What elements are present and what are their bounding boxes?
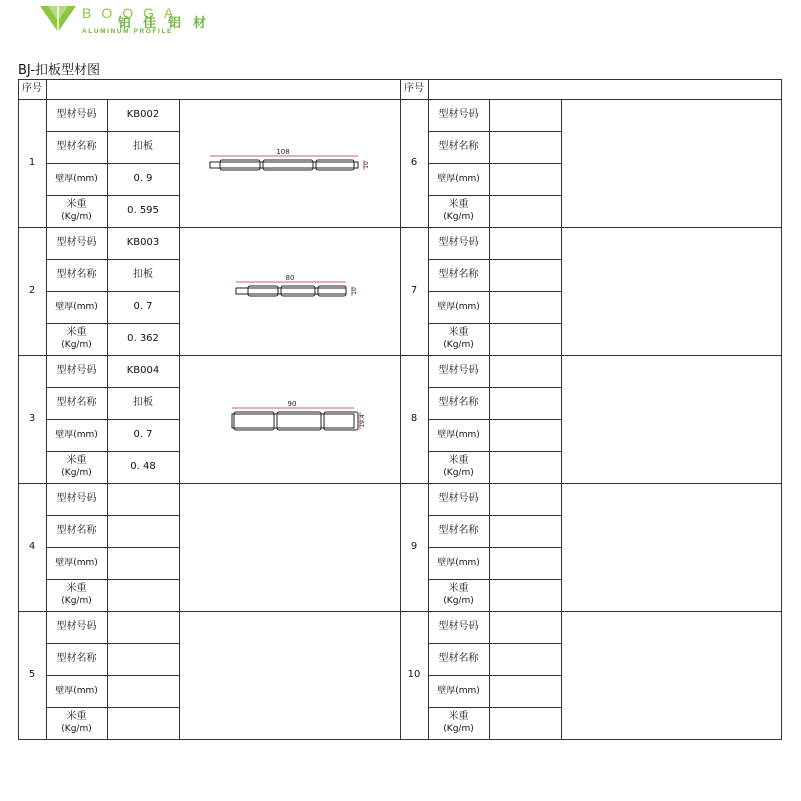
label-weight (46, 579, 107, 611)
value-thickness: 0. 9 (133, 173, 153, 184)
dimension-width-label: 108 (276, 148, 290, 156)
label-code: 型材号码 (438, 621, 479, 632)
label-weight (46, 707, 107, 739)
label-code: 型材号码 (56, 493, 97, 504)
value-code: KB002 (126, 109, 160, 120)
company-logo (38, 4, 228, 36)
value-code (107, 611, 179, 643)
value-thickness: 0. 7 (133, 301, 153, 312)
label-weight (46, 195, 107, 227)
value-name (107, 643, 179, 675)
row-number: 5 (28, 669, 36, 680)
label-weight-line1: 米重 (448, 455, 469, 466)
label-name: 型材名称 (56, 525, 97, 536)
profile-outline (232, 414, 354, 428)
row-number: 8 (410, 413, 418, 424)
label-thickness: 壁厚(mm) (55, 686, 98, 696)
profile-outline (236, 288, 346, 294)
profile-drawing-KB004 (230, 398, 384, 446)
label-weight (428, 323, 489, 355)
label-thickness: 壁厚(mm) (55, 430, 98, 440)
label-weight-line1: 米重 (448, 327, 469, 338)
label-name: 型材名称 (438, 397, 479, 408)
label-thickness: 壁厚(mm) (437, 302, 480, 312)
label-code: 型材号码 (438, 493, 479, 504)
label-name: 型材名称 (438, 141, 479, 152)
label-code: 型材号码 (56, 237, 97, 248)
label-name: 型材名称 (56, 141, 97, 152)
label-weight (428, 451, 489, 483)
label-code: 型材号码 (438, 365, 479, 376)
label-weight-line1: 米重 (66, 583, 87, 594)
label-name: 型材名称 (56, 397, 97, 408)
label-thickness: 壁厚(mm) (55, 558, 98, 568)
label-name: 型材名称 (56, 269, 97, 280)
label-weight-line1: 米重 (66, 711, 87, 722)
value-weight: 0. 48 (130, 461, 156, 472)
logo-brand-text: BOOGA (82, 5, 184, 21)
value-thickness (107, 675, 179, 707)
label-thickness: 壁厚(mm) (55, 174, 98, 184)
value-name: 扣板 (133, 141, 153, 152)
row-number: 3 (28, 413, 36, 424)
row-number: 4 (28, 541, 36, 552)
label-weight-line1: 米重 (448, 711, 469, 722)
label-code: 型材号码 (438, 109, 479, 120)
row-number: 9 (410, 541, 418, 552)
label-thickness: 壁厚(mm) (437, 686, 480, 696)
label-weight-line1: 米重 (448, 199, 469, 210)
label-thickness: 壁厚(mm) (437, 558, 480, 568)
profile-segment (234, 412, 274, 430)
dimension-width-label: 80 (285, 274, 295, 282)
header-right-divider (428, 79, 429, 99)
label-weight-line2: (Kg/m) (61, 596, 92, 606)
label-weight-line1: 米重 (66, 327, 87, 338)
label-name: 型材名称 (438, 653, 479, 664)
header-seq-right: 序号 (404, 83, 424, 94)
page-title: BJ-扣板型材图 (18, 63, 100, 78)
dimension-height-label: 10 (363, 161, 370, 169)
row-number: 7 (410, 285, 418, 296)
column-divider (561, 99, 562, 739)
logo-chinese-text: 铂佳铝材 (118, 16, 219, 31)
value-weight (107, 707, 179, 739)
dimension-height-label: 10 (351, 287, 358, 295)
label-thickness: 壁厚(mm) (55, 302, 98, 312)
dimension-width-label: 90 (287, 400, 297, 408)
label-weight (428, 195, 489, 227)
row-number: 2 (28, 285, 36, 296)
block-bottom-border (18, 739, 782, 740)
label-weight (46, 451, 107, 483)
label-code: 型材号码 (56, 365, 97, 376)
profile-outline (210, 162, 358, 168)
label-code: 型材号码 (56, 109, 97, 120)
label-weight-line2: (Kg/m) (443, 596, 474, 606)
value-thickness (107, 547, 179, 579)
value-name: 扣板 (133, 397, 153, 408)
label-weight-line2: (Kg/m) (443, 724, 474, 734)
profile-segment (324, 412, 358, 430)
column-divider (179, 99, 180, 739)
label-weight-line2: (Kg/m) (443, 468, 474, 478)
value-weight (107, 579, 179, 611)
label-name: 型材名称 (56, 653, 97, 664)
label-weight-line1: 米重 (66, 455, 87, 466)
value-thickness: 0. 7 (133, 429, 153, 440)
value-code (107, 483, 179, 515)
label-thickness: 壁厚(mm) (437, 430, 480, 440)
header-seq-left: 序号 (22, 83, 42, 94)
label-weight-line1: 米重 (66, 199, 87, 210)
row-number: 10 (407, 669, 421, 680)
label-weight (428, 707, 489, 739)
label-code: 型材号码 (56, 621, 97, 632)
header-left-divider (46, 79, 47, 99)
label-weight-line2: (Kg/m) (61, 212, 92, 222)
dimension-height-label: 19.4 (359, 414, 366, 428)
value-name (107, 515, 179, 547)
label-weight-line2: (Kg/m) (443, 340, 474, 350)
label-code: 型材号码 (438, 237, 479, 248)
table-right-border (781, 79, 782, 740)
label-weight-line2: (Kg/m) (61, 468, 92, 478)
label-weight (428, 579, 489, 611)
label-weight-line1: 米重 (448, 583, 469, 594)
label-thickness: 壁厚(mm) (437, 174, 480, 184)
row-number: 6 (410, 157, 418, 168)
profile-drawing-KB002 (208, 146, 388, 186)
value-weight: 0. 362 (127, 333, 159, 344)
label-weight-line2: (Kg/m) (61, 340, 92, 350)
label-weight (46, 323, 107, 355)
label-weight-line2: (Kg/m) (443, 212, 474, 222)
profile-drawing-KB003 (234, 272, 376, 312)
profile-segment (277, 412, 321, 430)
value-weight: 0. 595 (127, 205, 159, 216)
label-name: 型材名称 (438, 269, 479, 280)
logo-mark-icon (38, 4, 78, 34)
value-name: 扣板 (133, 269, 153, 280)
row-number: 1 (28, 157, 36, 168)
label-name: 型材名称 (438, 525, 479, 536)
logo-subtitle: ALUMINUM PROFILE (82, 28, 173, 35)
label-weight-line2: (Kg/m) (61, 724, 92, 734)
value-code: KB004 (126, 365, 160, 376)
value-code: KB003 (126, 237, 160, 248)
